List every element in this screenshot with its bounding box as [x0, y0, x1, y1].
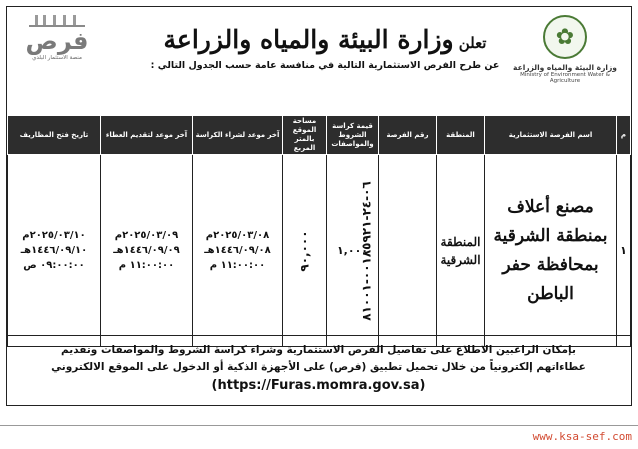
- header-region: المنطقة: [437, 116, 485, 155]
- submission-gregorian: ٢٠٢٥/٠٣/٠٩م: [114, 230, 179, 241]
- ministry-logo: [506, 15, 624, 97]
- cell-region: المنطقة الشرقية: [437, 155, 485, 347]
- cell-site-area: [283, 155, 327, 347]
- purchase-gregorian: ٢٠٢٥/٠٣/٠٨م: [205, 230, 270, 241]
- purchase-time: ١١:٠٠:٠٠ م: [209, 260, 266, 271]
- announce-word: تعلن: [458, 34, 487, 52]
- site-watermark: www.ksa-sef.com: [532, 430, 632, 443]
- page-divider: [0, 425, 638, 426]
- footer-line-1: بإمكان الراغبين الاطلاع على تفاصيل الفرص الاستثمارية وشراء كراسة الشروط والمواصفات وتقديم: [61, 344, 576, 356]
- header-site-area: مساحة الموقع بالمتر المربع: [283, 116, 327, 155]
- advertisement-frame: [6, 6, 632, 406]
- opening-hijri: ١٤٤٦/٠٩/١٠هـ: [20, 245, 88, 256]
- table-header-row: [8, 116, 631, 155]
- opening-gregorian: ٢٠٢٥/٠٣/١٠م: [22, 230, 86, 241]
- footer-url-link[interactable]: (https://Furas.momra.gov.sa): [211, 378, 426, 393]
- furas-logo-name: فرص: [25, 27, 89, 55]
- header-no: م: [617, 116, 631, 155]
- title-block: [150, 25, 500, 71]
- cell-envelopes-opening-date: [8, 155, 101, 347]
- subtitle: عن طرح الفرص الاستثمارية التالية في منافسة عامة حسب الجدول التالي :: [150, 60, 500, 71]
- skyline-icon: [29, 15, 85, 27]
- site-area-value: ٩٠,٠٠٠: [297, 229, 312, 272]
- ministry-logo-name-en: Ministry of Environment Water & Agriculture: [520, 72, 610, 84]
- cell-opportunity-name: مصنع أعلاف بمنطقة الشرقية بمحافظة حفر الباطن: [485, 155, 617, 347]
- ministry-logo-name-ar: وزارة البيئة والمياه والزراعة: [513, 63, 617, 72]
- opening-time: ٠٩:٠٠:٠٠ ص: [23, 260, 85, 271]
- ministry-title: وزارة البيئة والمياه والزراعة: [163, 25, 454, 54]
- footer-line-2: عطاءاتهم إلكترونياً من خلال تحميل تطبيق (فرص) على الأجهزة الذكية أو الدخول على الموقع الالكتروني: [51, 361, 586, 373]
- header-envelopes-opening-date: تاريخ فتح المظاريف: [8, 116, 101, 155]
- cell-no: ١: [617, 155, 631, 347]
- cell-opportunity-number: [359, 155, 437, 347]
- opportunities-table: [7, 115, 631, 347]
- ad-footer: [7, 335, 630, 405]
- title-line: [150, 25, 500, 54]
- header-opportunity-number: رقم الفرصة: [379, 116, 437, 155]
- opportunity-number-value: ٠٦-٢٤-٠٠١٨٥٩٢١-٨١٠٠١: [359, 180, 374, 321]
- header-last-purchase-date: آخر موعد لشراء الكراسة: [193, 116, 283, 155]
- purchase-hijri: ١٤٤٦/٠٩/٠٨هـ: [204, 245, 271, 256]
- cell-last-purchase-date: [193, 155, 283, 347]
- header-booklet-price: قيمة كراسة الشروط والمواصفات: [327, 116, 379, 155]
- submission-time: ١١:٠٠:٠٠ م: [118, 260, 175, 271]
- table-row: [8, 155, 631, 347]
- submission-hijri: ١٤٤٦/٠٩/٠٩هـ: [113, 245, 180, 256]
- ad-header: [7, 7, 630, 115]
- furas-logo-tagline: منصة الاستثمار البلدي: [32, 55, 82, 61]
- header-opportunity-name: اسم الفرصة الاستثمارية: [485, 116, 617, 155]
- cell-last-submission-date: [101, 155, 193, 347]
- booklet-price-value: ١,٠٠٠: [336, 244, 369, 257]
- furas-logo: [17, 15, 97, 85]
- palm-emblem-icon: ✿: [543, 15, 587, 59]
- header-last-submission-date: آخر موعد لتقديم العطاء: [101, 116, 193, 155]
